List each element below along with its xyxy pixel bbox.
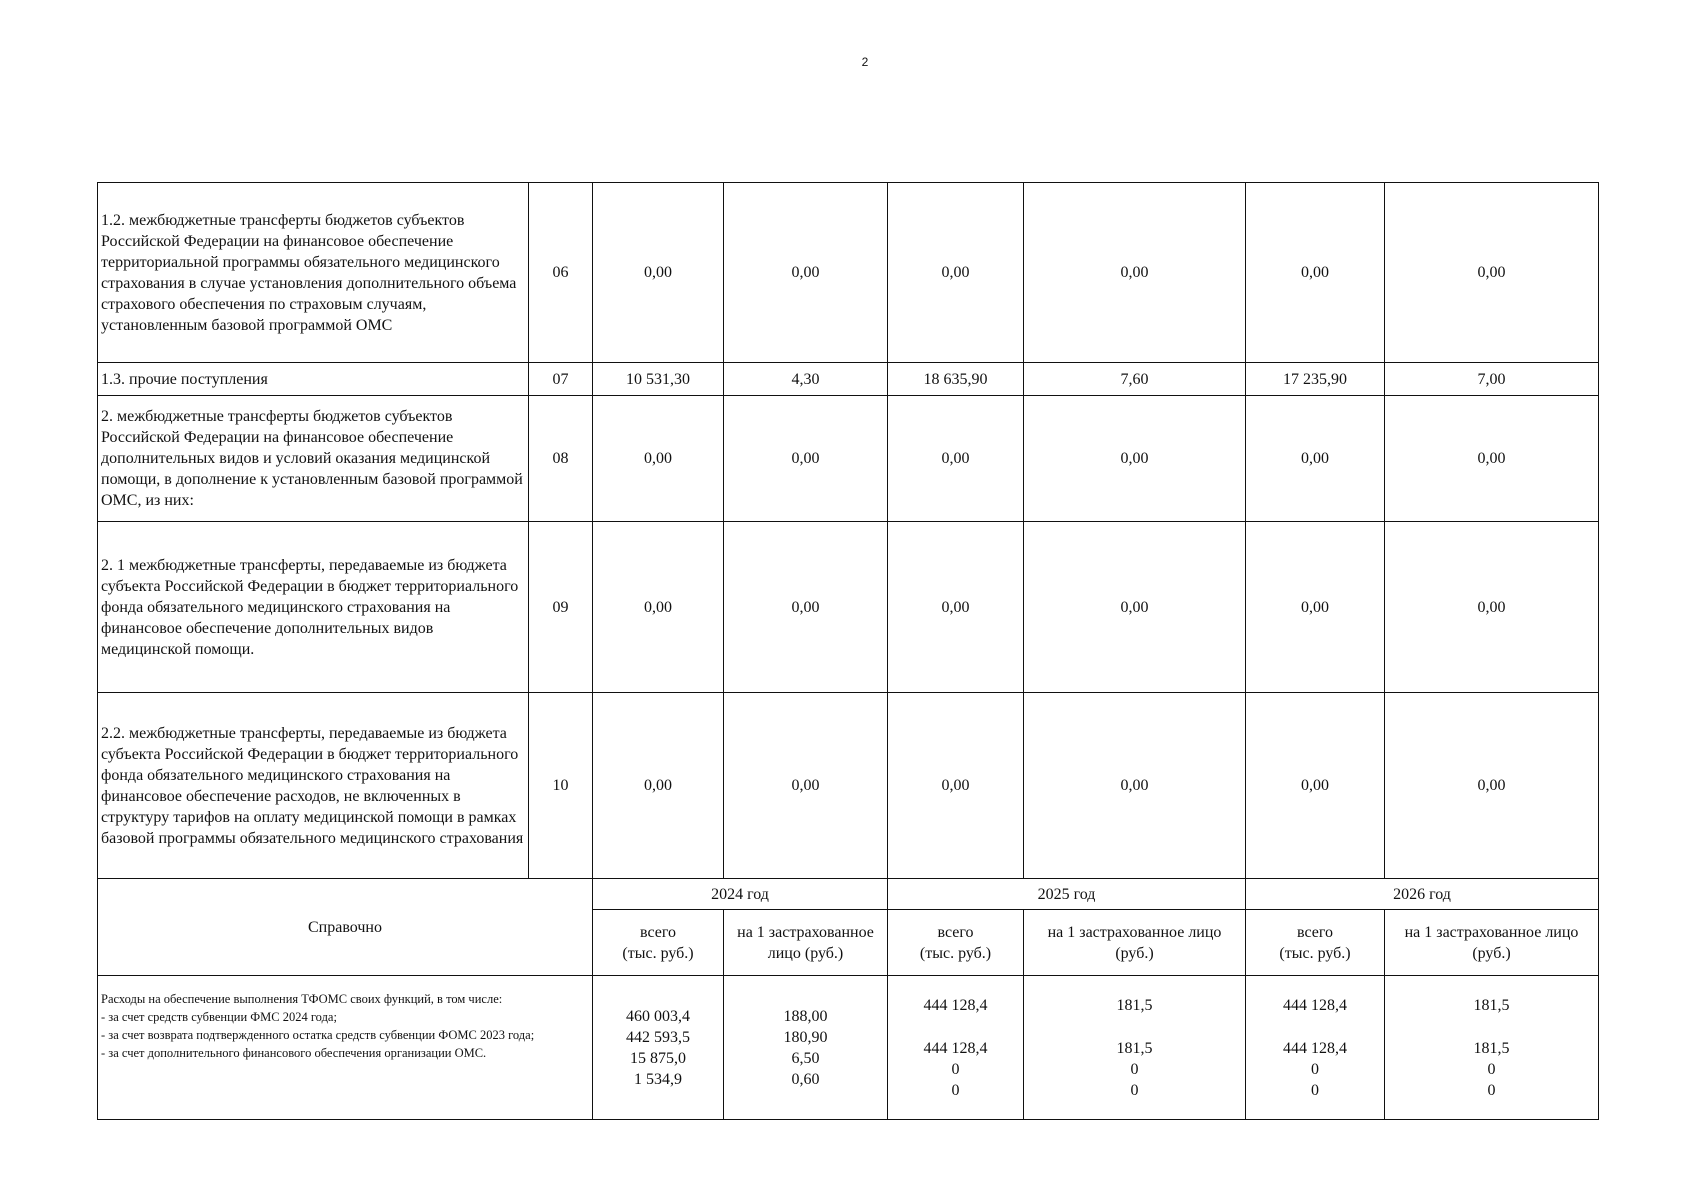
value-cell: 17 235,90 xyxy=(1246,363,1385,396)
year-header-2024: 2024 год xyxy=(593,879,888,910)
expenses-line: - за счет дополнительного финансового обеспечения организации ОМС. xyxy=(101,1046,487,1060)
value-cell: 0,00 xyxy=(1024,183,1246,363)
expenses-line: - за счет средств субвенции ФМС 2024 года; xyxy=(101,1010,337,1024)
value-line: 181,5 xyxy=(1473,1039,1510,1057)
value-line: 0 xyxy=(1311,1081,1319,1099)
value-cell: 0,00 xyxy=(1024,522,1246,693)
row-code: 08 xyxy=(529,396,593,522)
value-line: 15 875,0 xyxy=(630,1050,686,1067)
column-header-total: всего (тыс. руб.) xyxy=(888,910,1024,976)
value-line: 0,60 xyxy=(791,1071,820,1088)
value-cell: 0,00 xyxy=(888,183,1024,363)
expenses-line: - за счет возврата подтвержденного остатка средств субвенции ФОМС 2023 года; xyxy=(101,1028,535,1042)
value-cell: 0,00 xyxy=(888,396,1024,522)
value-cell: 0,00 xyxy=(593,396,724,522)
value-cell: 7,60 xyxy=(1024,363,1246,396)
column-header-total: всего (тыс. руб.) xyxy=(593,910,724,976)
expenses-2024-per-person xyxy=(724,976,888,1120)
value-cell: 0,00 xyxy=(593,693,724,879)
row-description: 2.2. межбюджетные трансферты, передаваемые из бюджета субъекта Российской Федерации в бюджет территориального фонда обязательного медицинского страхования на финансовое обеспечение расходов, не включенных в структуру тарифов на оплату медицинской помощи в рамках базовой программы обязательного медицинского страхования xyxy=(98,693,529,879)
row-code: 06 xyxy=(529,183,593,363)
value-line: 460 003,4 xyxy=(626,1008,690,1025)
value-line: 444 128,4 xyxy=(923,996,988,1014)
expenses-2026-per-person xyxy=(1385,976,1599,1120)
row-description: 2. 1 межбюджетные трансферты, передаваемые из бюджета субъекта Российской Федерации в бюджет территориального фонда обязательного медицинского страхования на финансовое обеспечение дополнительных видов медицинской помощи. xyxy=(98,522,529,693)
value-line: 0 xyxy=(1130,1081,1139,1099)
table-row xyxy=(98,363,1599,396)
value-line: 188,00 xyxy=(783,1008,828,1025)
value-line: 444 128,4 xyxy=(923,1039,988,1057)
value-line: 1 534,9 xyxy=(634,1071,682,1088)
column-header-total: всего (тыс. руб.) xyxy=(1246,910,1385,976)
value-cell: 0,00 xyxy=(724,693,888,879)
value-cell: 0,00 xyxy=(1024,693,1246,879)
value-cell: 0,00 xyxy=(1385,396,1599,522)
table-row xyxy=(98,522,1599,693)
value-line: 444 128,4 xyxy=(1283,996,1347,1014)
value-cell: 18 635,90 xyxy=(888,363,1024,396)
value-cell: 0,00 xyxy=(1024,396,1246,522)
value-cell: 0,00 xyxy=(593,183,724,363)
row-description: 2. межбюджетные трансферты бюджетов субъектов Российской Федерации на финансовое обеспечение дополнительных видов и условий оказания медицинской помощи, в дополнение к установленным базовой программой ОМС, из них: xyxy=(98,396,529,522)
column-header-per-person: на 1 застрахованное лицо (руб.) xyxy=(1024,910,1246,976)
value-cell: 10 531,30 xyxy=(593,363,724,396)
reference-label: Справочно xyxy=(98,879,593,976)
row-description: 1.3. прочие поступления xyxy=(98,363,529,396)
value-line: 181,5 xyxy=(1473,996,1510,1014)
value-line: 0 xyxy=(1487,1081,1496,1099)
value-cell: 0,00 xyxy=(1246,693,1385,879)
value-cell: 7,00 xyxy=(1385,363,1599,396)
expenses-line: Расходы на обеспечение выполнения ТФОМС своих функций, в том числе: xyxy=(101,992,503,1006)
expenses-description xyxy=(98,976,593,1120)
value-cell: 0,00 xyxy=(1246,396,1385,522)
expenses-row xyxy=(98,976,1599,1120)
value-line: 181,5 xyxy=(1116,1039,1153,1057)
table-row xyxy=(98,693,1599,879)
page-number: 2 xyxy=(861,55,869,69)
expenses-2025-total xyxy=(888,976,1024,1120)
value-line: 6,50 xyxy=(791,1050,820,1067)
table-row xyxy=(98,183,1599,363)
value-cell: 0,00 xyxy=(724,522,888,693)
value-cell: 0,00 xyxy=(724,396,888,522)
value-cell: 0,00 xyxy=(724,183,888,363)
row-code: 09 xyxy=(529,522,593,693)
value-cell: 0,00 xyxy=(888,522,1024,693)
value-cell: 0,00 xyxy=(1385,693,1599,879)
table-row xyxy=(98,396,1599,522)
column-header-per-person: на 1 застрахованное лицо (руб.) xyxy=(1385,910,1599,976)
expenses-2025-per-person xyxy=(1024,976,1246,1120)
budget-table xyxy=(97,182,1599,1120)
value-cell: 0,00 xyxy=(1246,522,1385,693)
row-description: 1.2. межбюджетные трансферты бюджетов субъектов Российской Федерации на финансовое обеспечение территориальной программы обязательного медицинского страхования в случае установления дополнительного объема страхового обеспечения по страховым случаям, установленным базовой программой ОМС xyxy=(98,183,529,363)
value-line: 180,90 xyxy=(783,1029,828,1046)
value-line: 444 128,4 xyxy=(1283,1039,1347,1057)
value-line: 0 xyxy=(951,1060,960,1078)
value-line: 442 593,5 xyxy=(626,1029,690,1046)
value-cell: 0,00 xyxy=(888,693,1024,879)
value-line: 0 xyxy=(1487,1060,1496,1078)
value-line: 0 xyxy=(1311,1060,1319,1078)
value-line: 181,5 xyxy=(1116,996,1153,1014)
row-code: 10 xyxy=(529,693,593,879)
row-code: 07 xyxy=(529,363,593,396)
year-header-2026: 2026 год xyxy=(1246,879,1599,910)
value-cell: 0,00 xyxy=(1385,183,1599,363)
value-cell: 0,00 xyxy=(1385,522,1599,693)
expenses-2026-total xyxy=(1246,976,1385,1120)
value-cell: 0,00 xyxy=(593,522,724,693)
value-cell: 0,00 xyxy=(1246,183,1385,363)
reference-year-row xyxy=(98,879,1599,910)
expenses-2024-total xyxy=(593,976,724,1120)
value-line: 0 xyxy=(951,1081,960,1099)
column-header-per-person: на 1 застрахованное лицо (руб.) xyxy=(724,910,888,976)
value-line: 0 xyxy=(1130,1060,1139,1078)
value-cell: 4,30 xyxy=(724,363,888,396)
year-header-2025: 2025 год xyxy=(888,879,1246,910)
